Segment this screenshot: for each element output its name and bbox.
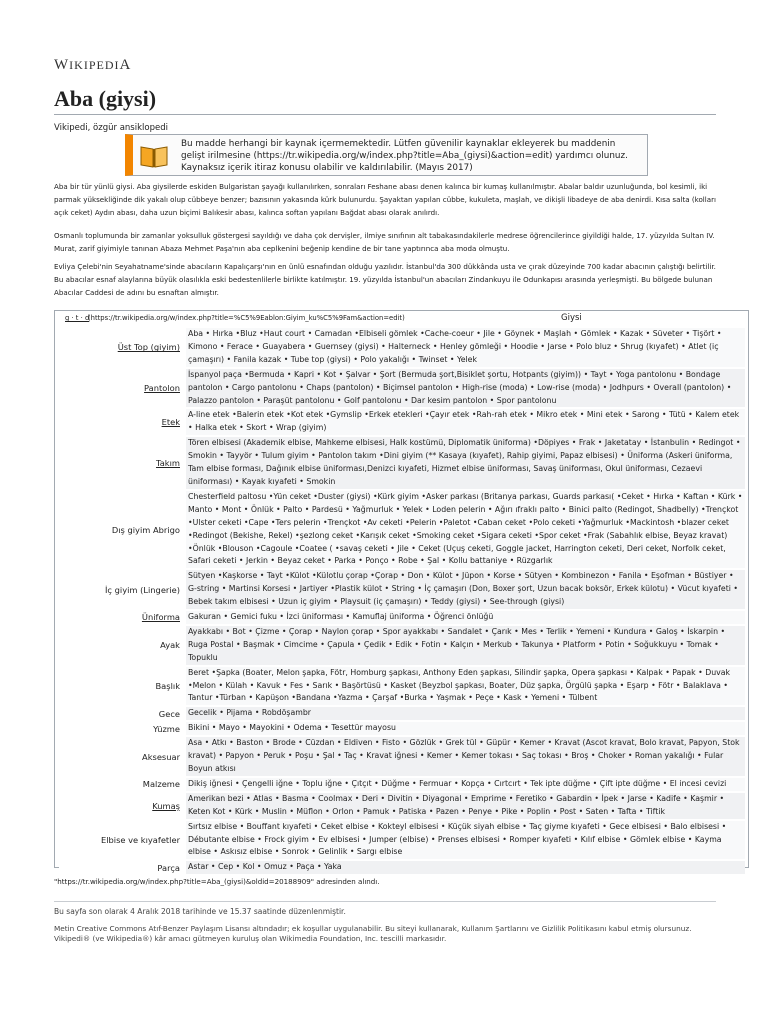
navbox-header <box>55 311 748 325</box>
navbox-row <box>59 776 745 791</box>
navbox-row <box>59 624 745 665</box>
navbox-list[interactable]: Astar • Cep • Kol • Omuz • Paça • Yaka <box>184 861 745 874</box>
notice-text: Bu madde herhangi bir kaynak içermemektedir. Lütfen güvenilir kaynaklar ekleyerek bu maddenin gelişt irilmesine (https://tr.wikipedia.org/w/index.php?title=Aba_(giysi)&action=edit) yardımcı olunuz. Kaynaksız içerik itiraz konusu olabilir ve kaldırılabilir. (Mayıs 2017) <box>181 139 628 173</box>
navbox-group-label: Gece <box>59 707 184 720</box>
book-icon <box>139 143 169 173</box>
license-text: Metin Creative Commons Atıf-Benzer Paylaşım Lisansı altındadır; ek koşullar uygulanabilir. Bu siteyi kullanarak, Kullanım Şartlarını ve Gizlilik Politikasını kabul etmiş olursunuz. Vikipedi® (ve Wikipedia®) kâr amacı gütmeyen kuruluş olan Wikimedia Foundation, Inc. tescilli markasıdır. <box>54 924 692 943</box>
navbox-row <box>59 568 745 609</box>
navbox-group-label[interactable]: Kumaş <box>59 793 184 819</box>
navbox-row <box>59 859 745 874</box>
navbox-list[interactable]: A-line etek •Balerin etek •Kot etek •Gymslip •Erkek etekleri •Çayır etek •Rah-rah etek • Mikro etek • Mini etek • Sarong • Tütü • Kalem etek • Halka etek • Skort • Wrap (giyim) <box>184 409 745 435</box>
page-title: Aba (giysi) <box>54 86 157 111</box>
page-subtitle: Vikipedi, özgür ansiklopedi <box>54 123 168 133</box>
navbox-group-label: Başlık <box>59 667 184 706</box>
navbox-list[interactable]: Sırtsız elbise • Bouffant kıyafeti • Ceket elbise • Kokteyl elbisesi • Küçük siyah elbise • Taç giyme kıyafeti • Gece elbisesi • Balo elbisesi • Débutante elbise • Frock giyim • Ev elbisesi • Jumper (elbise) • Prenses elbisesi • Romper kıyafeti • Kılıf elbise • Gömlek elbise • Kayma elbise • Askısız elbise • Sonrok • Gelinlik • Sargı elbise <box>184 821 745 860</box>
title-divider <box>54 114 716 115</box>
navbox-group-label: Parça <box>59 861 184 874</box>
navbox-group-label: İç giyim (Lingerie) <box>59 570 184 609</box>
navbox-group-label: Aksesuar <box>59 737 184 776</box>
navbox-row <box>59 489 745 568</box>
navbox-group-label: Yüzme <box>59 722 184 735</box>
navbox-list[interactable]: Chesterfield paltosu •Yün ceket •Duster (giysi) •Kürk giyim •Asker parkası (Britanya parkası, Guards parkası( •Ceket • Hırka • Kaftan • Kürk • Manto • Mont • Önlük • Palto • Pardesü • Yağmurluk • Yelek • Loden pelerin • Ağırı ıfraklı palto • Binici palto (Redingot, Shadbelly) •Trençkot •Ulster ceketi •Cape •Ters pelerin •Trençkot •Av ceketi •Pelerin •Paletot •Caban ceket •Polo ceketi •Yağmurluk •Mackintosh •blazer ceket •Redingot (Bekishe, Rekel) •şezlong ceket •Karışık ceket •Smoking ceket •Sigara ceketi •Spor ceket •Frak (Sabahlık elbise, Beyaz kravat) •Önlük •Blouson •Cagoule •Coatee ( •savaş ceketi • Jile • Ceket (Uçuş ceketi, Goggle jacket, Harrington ceketi, Deri ceket, Norfolk ceket, Safari ceketi • Jerkin • Beyaz ceket • Parka • Ponço • Robe • Şal • Kollu battaniye • Rüzgarlık <box>184 491 745 568</box>
navbox-row <box>59 665 745 706</box>
navbox-group-label[interactable]: Takım <box>59 437 184 489</box>
navbox-group-label: Dış giyim Abrigo <box>59 491 184 568</box>
navbox-row <box>59 735 745 776</box>
navbox-row <box>59 367 745 408</box>
navbox-body <box>59 326 745 873</box>
intro-paragraph-2: Osmanlı toplumunda bir zamanlar yoksulluk göstergesi sayıldığı ve daha çok dervişler, ilmiye sınıfının alt tabakasındakilerle medrese öğrencilerince giyildiği halde, 17. yüzyılda Sultan IV. Murat, zarif giyimiyle tanınan Abaza Mehmet Paşa'nın aba ceplkenini beğenip kendine de bir tane yaptırınca aba moda olmuştu. <box>54 231 715 253</box>
clothing-navbox <box>54 310 749 873</box>
navbox-group-label: Malzeme <box>59 778 184 791</box>
navbox-vte-links[interactable]: g · t · d <box>65 314 90 322</box>
navbox-list[interactable]: Amerikan bezi • Atlas • Basma • Coolmax • Deri • Divitin • Diyagonal • Emprime • Feretiko • Gabardin • İpek • Jarse • Kadife • Kaşmir • Keten Kot • Kürk • Muslin • Müflon • Orlon • Pamuk • Patiska • Pazen • Penye • Pike • Poplin • Post • Saten • Tafta • Tiftik <box>184 793 745 819</box>
navbox-edit-url[interactable]: (https://tr.wikipedia.org/w/index.php?title=%C5%9Eablon:Giyim_ku%C5%9Fam&action=edit) <box>88 314 405 322</box>
navbox-row <box>59 435 745 489</box>
navbox-group-label[interactable]: Üniforma <box>59 611 184 624</box>
navbox-group-label: Ayak <box>59 626 184 665</box>
navbox-row <box>59 705 745 720</box>
navbox-list[interactable]: İspanyol paça •Bermuda • Kapri • Kot • Şalvar • Şort (Bermuda şort,Bisiklet şortu, Hotpants (giyim)) • Tayt • Yoga pantolonu • Bondage pantolon • Cargo pantolonu • Chaps (pantolon) • Biçimsel pantolon • High-rise (moda) • Low-rise (moda) • Jodhpurs • Overall (pantolon) • Palazzo pantolon • Paraşüt pantolonu • Golf pantolonu • Dar kesim pantolon • Spor pantolonu <box>184 369 745 408</box>
navbox-group-label[interactable]: Pantolon <box>59 369 184 408</box>
navbox-group-label[interactable]: Üst Top (giyim) <box>59 328 184 367</box>
retrieved-from: "https://tr.wikipedia.org/w/index.php?title=Aba_(giysi)&oldid=20188909" adresinden alındı. <box>54 877 380 886</box>
navbox-list[interactable]: Ayakkabı • Bot • Çizme • Çorap • Naylon çorap • Spor ayakkabı • Sandalet • Çarık • Mes • Terlik • Yemeni • Kundura • Galoş • İskarpin • Ruga Postal • Başmak • Cimcime • Çapula • Çedik • Edik • Fotin • Kalçın • Merkub • Takunya • Platform • Potin • Soğukkuyu • Tomak • Topuklu <box>184 626 745 665</box>
navbox-list[interactable]: Bikini • Mayo • Mayokini • Odema • Tesettür mayosu <box>184 722 745 735</box>
intro-paragraph-3: Evliya Çelebi'nin Seyahatname'sinde abacıların Kapalıçarşı'nın en ünlü esnafından olduğu yazılıdır. İstanbul'da 300 dükkânda usta ve çırak düzeyinde 700 kadar abacının çalıştığı belirtilir. Bu abacılar esnaf alaylarına büyük olasılıkla eski bedestenlilerle birlikte katılmıştır. 19. yüzyılda İstanbul'un abacıları Zindankuyu ile Odunkapısı arasında yerleşmişti. Bu bölgede bulunan Abacılar Caddesi de adını bu esnaftan almıştır. <box>54 262 716 297</box>
navbox-group-label: Elbise ve kıyafetler <box>59 821 184 860</box>
navbox-list[interactable]: Tören elbisesi (Akademik elbise, Mahkeme elbisesi, Halk kostümü, Diplomatik üniforma) •Döpiyes • Frak • Jaketatay • İstanbulin • Redingot • Smokin • Tayyör • Tulum giyim • Pantolon takım •Dini giyim (** Kasaya (kıyafet), Rahip giyimi, Papaz elbisesi) • Üniforma (Askeri üniforma, Tam elbise forması, Dağınık elbise üniforması,Denizci kıyafeti, Hizmet elbise üniforması, Savaş üniforması, Okul üniforması, Cezaevi üniforması) • Kayak kıyafeti • Smokin <box>184 437 745 489</box>
navbox-list[interactable]: Aba • Hırka •Bluz •Haut court • Camadan •Elbiseli gömlek •Cache-coeur • Jile • Göynek • Maşlah • Gömlek • Kazak • Süveter • Tişört • Kimono • Ferace • Guayabera • Guernsey (giysi) • Halterneck • Henley gömleği • Hoodie • Jarse • Polo bluz • Shrug (kıyafet) • Atlet (iç çamaşırı) • Fanila kazak • Tube top (giysi) • Polo yakalığı • Twinset • Yelek <box>184 328 745 367</box>
navbox-row <box>59 326 745 367</box>
navbox-group-label[interactable]: Etek <box>59 409 184 435</box>
navbox-list[interactable]: Sütyen •Kaşkorse • Tayt •Külot •Külotlu çorap •Çorap • Don • Külot • Jüpon • Korse • Sütyen • Kombinezon • Fanila • Eşofman • Büstiyer • G-string • Martinsi Korsesi • Jartiyer •Plastik külot • String • İç çamaşırı (Don, Boxer şort, Uzun bacak boksör, Erkek külotu) • Vücut kıyafeti • Bebek takım elbisesi • Uzun iç giyim • Playsuit (iç çamaşırı) • Teddy (giysi) • See-through (giysi) <box>184 570 745 609</box>
navbox-row <box>59 407 745 435</box>
navbox-row <box>59 819 745 860</box>
navbox-list[interactable]: Asa • Atkı • Baston • Brode • Cüzdan • Eldiven • Fisto • Gözlük • Grek tül • Güpür • Kemer • Kravat (Ascot kravat, Bolo kravat, Papyon, Stok kravat) • Papyon • Peruk • Poşu • Şal • Taç • Kravat iğnesi • Kemer • Kemer tokası • Saç tokası • Broş • Choker • Roman yakalığı • Fular Boyun atkısı <box>184 737 745 776</box>
navbox-row <box>59 720 745 735</box>
navbox-title: Giysi <box>561 313 582 323</box>
navbox-list[interactable]: Gakuran • Gemici fuku • İzci üniforması • Kamuflaj üniforma • Öğrenci önlüğü <box>184 611 745 624</box>
navbox-list[interactable]: Gecelik • Pijama • Robdöşambr <box>184 707 745 720</box>
navbox-list[interactable]: Dikiş iğnesi • Çengelli iğne • Toplu iğne • Çıtçıt • Düğme • Fermuar • Kopça • Cırtcırt • Tek ipte düğme • Çift ipte düğme • El incesi cevizi <box>184 778 745 791</box>
footer-divider <box>54 901 716 902</box>
last-modified: Bu sayfa son olarak 4 Aralık 2018 tarihinde ve 15.37 saatinde düzenlenmiştir. <box>54 907 346 916</box>
navbox-list[interactable]: Beret •Şapka (Boater, Melon şapka, Fötr, Homburg şapkası, Anthony Eden şapkası, Silindir şapka, Opera şapkası • Kalpak • Papak • Duvak •Melon • Külah • Kavuk • Fes • Sarık • Başörtüsü • Kasket (Beyzbol şapkası, Boater, Düz şapka, Örgülü şapka • Eşarp • Fötr • Balaklava • Tantur •Türban • Kapüşon •Bandana •Yazma • Çarşaf •Burka • Yaşmak • Peçe • Kask • Yemeni • Tülbent <box>184 667 745 706</box>
intro-paragraph-1: Aba bir tür yünlü giysi. Aba giysilerde eskiden Bulgaristan şayağı kullanılırken, sonraları Feshane abası denen kalınca bir kumaş kullanılmıştır. Abalar baldır uzunluğunda, bol kesimli, iki parmak yüksekliğinde dik yakalı olup cübbeye benzer; bazısının yakasında kürk bulunurdu. Şayaktan yapılan cübbe, kukuleta, maşlah, ve dikişli libadeye de aba denirdi. Kısa salta (kolları açık ceket) Aydın abası, daha uzun biçimi Balıkesir abası, kalınca softan yapılanı Bağdat abası olarak anılırdı. <box>54 182 716 217</box>
no-sources-notice <box>125 134 648 176</box>
navbox-row <box>59 791 745 819</box>
navbox-row <box>59 609 745 624</box>
wikipedia-wordmark[interactable]: WIKIPEDIA <box>54 57 132 73</box>
